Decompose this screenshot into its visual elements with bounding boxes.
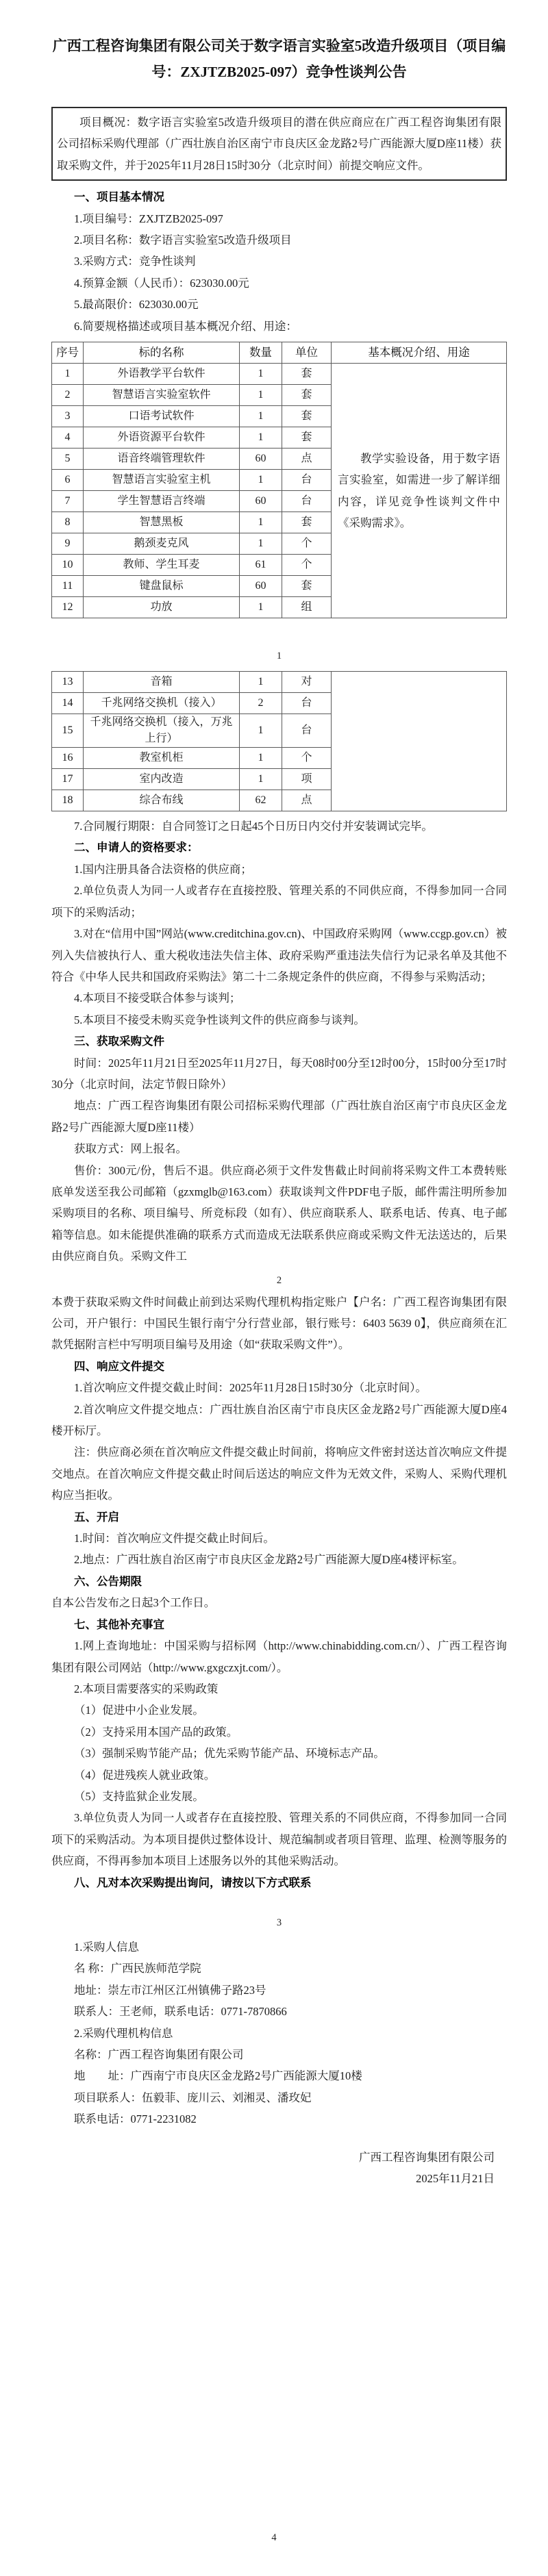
- table-cell: 千兆网络交换机（接入）: [84, 693, 240, 714]
- section-7-item: （2）支持采用本国产品的政策。: [74, 1725, 238, 1739]
- table-cell: 千兆网络交换机（接入，万兆上行）: [84, 714, 240, 748]
- table-cell: 60: [240, 576, 282, 597]
- table-cell: 1: [240, 748, 282, 769]
- table-cell: 12: [52, 597, 84, 618]
- table-cell: 1: [240, 406, 282, 427]
- section-2-heading: 二、申请人的资格要求：: [74, 841, 199, 855]
- table-cell: 音箱: [84, 672, 240, 693]
- table-cell: 1: [240, 769, 282, 790]
- table-cell: 智慧语言实验室软件: [84, 385, 240, 406]
- section-5-item: 1.时间：首次响应文件提交截止时间后。: [74, 1532, 275, 1545]
- table-cell: 套: [282, 427, 332, 449]
- table-cell: 15: [52, 714, 84, 748]
- table-cell: 套: [282, 364, 332, 385]
- table-cell: 外语教学平台软件: [84, 364, 240, 385]
- section-2-item: 1.国内注册具备合法资格的供应商；: [74, 862, 252, 876]
- table-cell: 鹅颈麦克风: [84, 533, 240, 555]
- purchaser-info-line: 联系人：王老师，联系电话：0771-7870866: [74, 2005, 287, 2019]
- section-4-item: 1.首次响应文件提交截止时间：2025年11月28日15时30分（北京时间）。: [74, 1381, 427, 1395]
- table-cell: 1: [240, 427, 282, 449]
- section-7-item: 1.网上查询地址：中国采购与招标网（http://www.chinabidding.com.cn/）、广西工程咨询集团有限公司网站（http://www.gxgczxjt.com/）。: [51, 1639, 507, 1674]
- section-1-item: 2.项目名称：数字语言实验室5改造升级项目: [74, 233, 292, 247]
- table-cell: 教室机柜: [84, 748, 240, 769]
- document-title: 广西工程咨询集团有限公司关于数字语言实验室5改造升级项目（项目编号：ZXJTZB2025-097）竞争性谈判公告: [52, 38, 506, 80]
- purchaser-info-heading: 1.采购人信息: [74, 1940, 139, 1954]
- section-5-item: 2.地点：广西壮族自治区南宁市良庆区金龙路2号广西能源大厦D座4楼评标室。: [74, 1553, 464, 1567]
- section-2-item: 2.单位负责人为同一人或者存在直接控股、管理关系的不同供应商，不得参加同一合同项下的采购活动；: [51, 884, 507, 919]
- table-cell: 18: [52, 790, 84, 811]
- table-cell: 11: [52, 576, 84, 597]
- section-7-item: （1）促进中小企业发展。: [74, 1704, 204, 1717]
- table-cell: 组: [282, 597, 332, 618]
- table-cell: 室内改造: [84, 769, 240, 790]
- section-3-heading: 三、获取采购文件: [74, 1035, 164, 1048]
- page-number: 1: [276, 651, 282, 662]
- section-7-item: 2.本项目需要落实的采购政策: [74, 1682, 219, 1695]
- goods-table-page1: [51, 342, 507, 618]
- table-cell: 口语考试软件: [84, 406, 240, 427]
- page-number: 3: [276, 1917, 282, 1928]
- table-cell: 个: [282, 533, 332, 555]
- table-cell: 60: [240, 449, 282, 470]
- purchaser-info-line: 名 称：广西民族师范学院: [74, 1962, 201, 1975]
- table-cell: 16: [52, 748, 84, 769]
- table-cell: 套: [282, 406, 332, 427]
- section-4-item: 2.首次响应文件提交地点：广西壮族自治区南宁市良庆区金龙路2号广西能源大厦D座4楼开标厅。: [51, 1402, 507, 1438]
- section-3-item: 售价：300元/份，售后不退。供应商必须于文件发售截止时间前将采购文件工本费转账底单发送至我公司邮箱（gzxmglb@163.com）获取谈判文件PDF电子版，邮件需注明所参加采购项目的名称、项目编号、所竞标段（如有）、供应商联系人、联系电话、传真、电子邮箱等信息。如未能提供准确的联系方式而造成无法联系供应商或采购文件无法送达的，后果由供应商自负。采购文件工: [51, 1163, 507, 1263]
- table-cell: 智慧黑板: [84, 512, 240, 533]
- section-5-heading: 五、开启: [74, 1510, 119, 1524]
- header-quantity: 数量: [240, 342, 282, 364]
- table-cell: 3: [52, 406, 84, 427]
- section-6-body: 自本公告发布之日起3个工作日。: [51, 1596, 216, 1610]
- table-cell: 语音终端管理软件: [84, 449, 240, 470]
- section-3-item: 获取方式：网上报名。: [74, 1142, 187, 1156]
- section-7-item: （5）支持监狱企业发展。: [74, 1789, 204, 1803]
- table-note-cell: [332, 364, 507, 618]
- table-cell: 1: [240, 597, 282, 618]
- table-cell: 1: [52, 364, 84, 385]
- table-cell: 62: [240, 790, 282, 811]
- table-cell: 个: [282, 555, 332, 576]
- table-cell: 17: [52, 769, 84, 790]
- section-1-item: 6.简要规格描述或项目基本概况介绍、用途：: [74, 319, 297, 333]
- header-item-name: 标的名称: [84, 342, 240, 364]
- project-overview-text: 项目概况：数字语言实验室5改造升级项目的潜在供应商应在广西工程咨询集团有限公司招标采购代理部（广西壮族自治区南宁市良庆区金龙路2号广西能源大厦D座11楼）获取采购文件，并于2025年11月28日15时30分（北京时间）前提交响应文件。: [57, 116, 501, 172]
- header-description: 基本概况介绍、用途: [332, 342, 507, 364]
- page-number: 2: [276, 1274, 282, 1286]
- table-cell: 套: [282, 385, 332, 406]
- section-1-heading: 一、项目基本情况: [74, 190, 164, 204]
- table-cell: 台: [282, 714, 332, 748]
- table-cell: 台: [282, 491, 332, 512]
- table-row: [52, 364, 507, 385]
- agency-info-heading: 2.采购代理机构信息: [74, 2026, 173, 2040]
- table-cell: 外语资源平台软件: [84, 427, 240, 449]
- signature-block: [51, 2147, 507, 2190]
- signature-company: 广西工程咨询集团有限公司: [359, 2150, 495, 2164]
- table-cell: 8: [52, 512, 84, 533]
- section-3-continuation: 本费于获取采购文件时间截止前到达采购代理机构指定账户【户名：广西工程咨询集团有限公司，开户银行：中国民生银行南宁分行营业部，银行账号：6403 5639 0】，供应商须在汇款凭据附言栏中写明项目编号及用途（如“获取采购文件”）。: [51, 1295, 507, 1352]
- table-cell: 1: [240, 714, 282, 748]
- table-cell: 套: [282, 576, 332, 597]
- table-cell: 综合布线: [84, 790, 240, 811]
- agency-info-line: 地 址：广西南宁市良庆区金龙路2号广西能源大厦10楼: [74, 2069, 362, 2083]
- table-cell: 套: [282, 512, 332, 533]
- section-7-heading: 七、其他补充事宜: [74, 1617, 164, 1631]
- table-cell: 1: [240, 364, 282, 385]
- table-cell: 61: [240, 555, 282, 576]
- table-note-cell: [332, 672, 507, 811]
- table-cell: 14: [52, 693, 84, 714]
- section-3-item: 地点：广西工程咨询集团有限公司招标采购代理部（广西壮族自治区南宁市良庆区金龙路2号广西能源大厦D座11楼）: [51, 1099, 507, 1134]
- agency-info-line: 名称：广西工程咨询集团有限公司: [74, 2048, 244, 2061]
- section-7-item: （4）促进残疾人就业政策。: [74, 1768, 216, 1782]
- table-cell: 2: [240, 693, 282, 714]
- agency-info-line: 联系电话：0771-2231082: [74, 2112, 197, 2126]
- table-cell: 4: [52, 427, 84, 449]
- table-cell: 台: [282, 693, 332, 714]
- signature-date: 2025年11月21日: [416, 2172, 495, 2186]
- table-cell: 个: [282, 748, 332, 769]
- table-cell: 7: [52, 491, 84, 512]
- page-number: 4: [271, 2532, 277, 2543]
- table-cell: 1: [240, 512, 282, 533]
- section-2-item: 4.本项目不接受联合体参与谈判；: [74, 992, 241, 1005]
- table-row: [52, 672, 507, 693]
- table-cell: 学生智慧语言终端: [84, 491, 240, 512]
- section-1-item: 5.最高限价：623030.00元: [74, 298, 199, 312]
- table-cell: 9: [52, 533, 84, 555]
- table-cell: 1: [240, 672, 282, 693]
- purchaser-info-line: 地址：崇左市江州区江州镇佛子路23号: [74, 1983, 266, 1997]
- table-cell: 台: [282, 470, 332, 491]
- header-unit: 单位: [282, 342, 332, 364]
- contract-term: 7.合同履行期限：自合同签订之日起45个日历日内交付并安装调试完毕。: [74, 820, 433, 833]
- section-4-heading: 四、响应文件提交: [74, 1359, 164, 1373]
- table-cell: 智慧语言实验室主机: [84, 470, 240, 491]
- section-1-item: 1.项目编号：ZXJTZB2025-097: [74, 212, 223, 225]
- section-7-item: （3）强制采购节能产品；优先采购节能产品、环境标志产品。: [74, 1747, 385, 1760]
- table-cell: 对: [282, 672, 332, 693]
- table-cell: 键盘鼠标: [84, 576, 240, 597]
- table-cell: 60: [240, 491, 282, 512]
- section-4-item: 注：供应商必须在首次响应文件提交截止时间前，将响应文件密封送达首次响应文件提交地点。在首次响应文件提交截止时间后送达的响应文件为无效文件，采购人、采购代理机构应当拒收。: [51, 1445, 507, 1502]
- section-1-item: 4.预算金额（人民币）：623030.00元: [74, 276, 249, 290]
- table-cell: 1: [240, 385, 282, 406]
- project-overview-box: [51, 107, 507, 181]
- table-cell: 1: [240, 470, 282, 491]
- section-1-item: 3.采购方式：竞争性谈判: [74, 255, 196, 268]
- table-cell: 教师、学生耳麦: [84, 555, 240, 576]
- header-seq: 序号: [52, 342, 84, 364]
- table-note-text: 教学实验设备，用于数字语言实验室，如需进一步了解详细内容，详见竞争性谈判文件中《采购需求》。: [338, 451, 500, 529]
- table-cell: 13: [52, 672, 84, 693]
- table-cell: 2: [52, 385, 84, 406]
- table-cell: 点: [282, 449, 332, 470]
- goods-table-page2: [51, 671, 507, 811]
- section-2-item: 3.对在“信用中国”网站(www.creditchina.gov.cn)、中国政府采购网（www.ccgp.gov.cn）被列入失信被执行人、重大税收违法失信主体、政府采购严重违法失信行为记录名单及其他不符合《中华人民共和国政府采购法》第二十二条规定条件的供应商，不得参与采购活动；: [51, 927, 507, 983]
- section-8-heading: 八、凡对本次采购提出询问，请按以下方式联系: [74, 1876, 312, 1889]
- agency-info-line: 项目联系人：伍毅菲、庞川云、刘湘灵、潘玫妃: [74, 2091, 312, 2104]
- section-2-item: 5.本项目不接受未购买竞争性谈判文件的供应商参与谈判。: [74, 1013, 365, 1026]
- table-header-row: [52, 342, 507, 364]
- section-3-item: 时间：2025年11月21日至2025年11月27日，每天08时00分至12时00分，15时00分至17时30分（北京时间，法定节假日除外）: [51, 1056, 507, 1091]
- section-6-heading: 六、公告期限: [74, 1574, 142, 1588]
- table-cell: 10: [52, 555, 84, 576]
- table-cell: 5: [52, 449, 84, 470]
- table-cell: 6: [52, 470, 84, 491]
- table-cell: 1: [240, 533, 282, 555]
- table-cell: 项: [282, 769, 332, 790]
- table-cell: 功放: [84, 597, 240, 618]
- section-7-item: 3.单位负责人为同一人或者存在直接控股、管理关系的不同供应商，不得参加同一合同项下的采购活动。为本项目提供过整体设计、规范编制或者项目管理、监理、检测等服务的供应商，不得再参加本项目上述服务以外的其他采购活动。: [51, 1811, 507, 1868]
- table-cell: 点: [282, 790, 332, 811]
